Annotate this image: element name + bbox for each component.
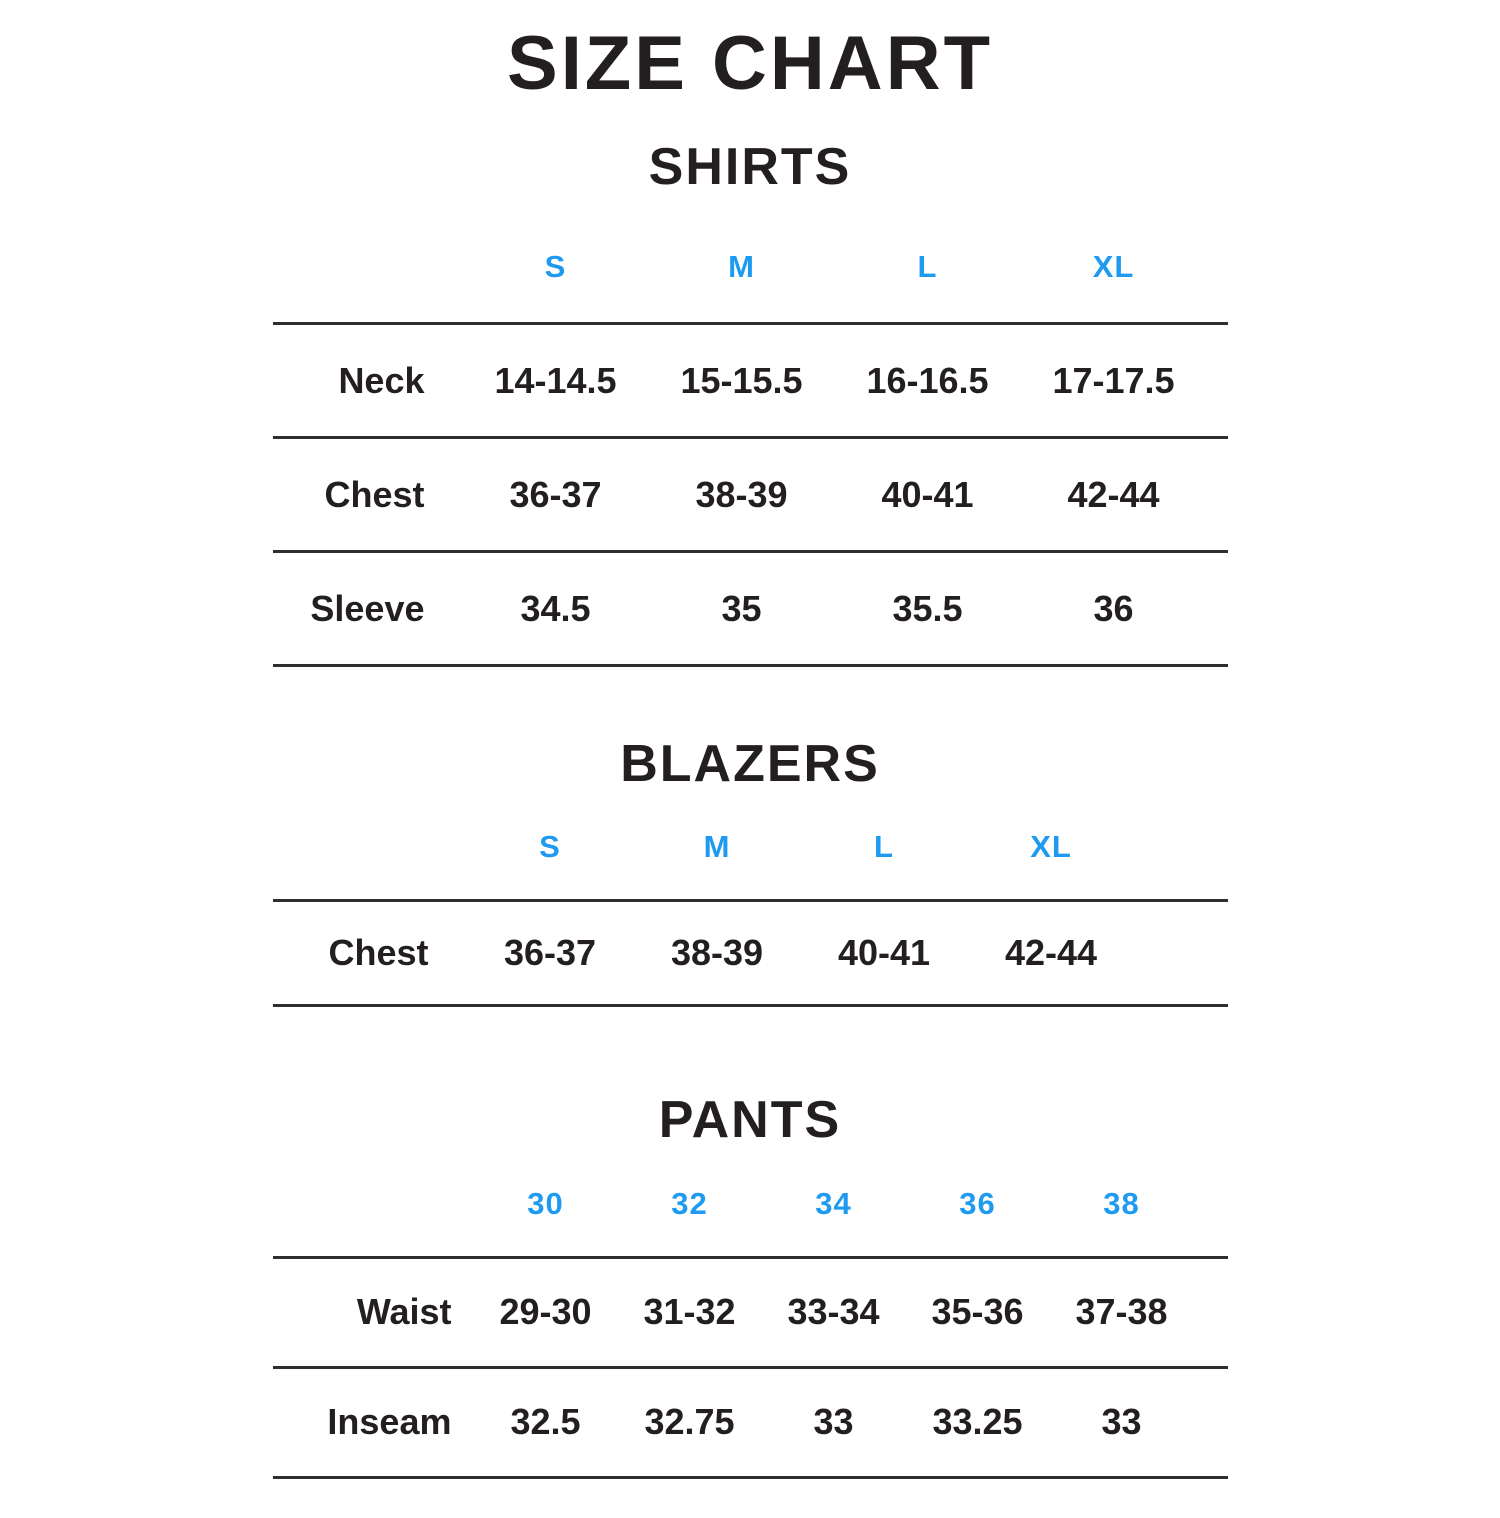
size-value-cell: 31-32: [643, 1291, 736, 1333]
size-value-cell: 35-36: [931, 1291, 1024, 1333]
size-column-header: M: [728, 249, 755, 285]
size-column-header: 36: [959, 1185, 996, 1221]
size-value-cell: 38-39: [670, 931, 764, 973]
row-label: Waist: [356, 1291, 452, 1333]
size-header-row: [273, 213, 1228, 324]
size-table: [273, 1151, 1228, 1479]
size-value-cell: 29-30: [499, 1291, 592, 1333]
size-data-row: [273, 1367, 1228, 1477]
size-section-pants: [273, 1089, 1228, 1479]
header-spacer-cell: [273, 1151, 474, 1257]
spacer-cell: [1135, 900, 1228, 1005]
size-data-row: [273, 900, 1228, 1005]
section-heading: PANTS: [658, 1090, 842, 1149]
size-section-blazers: [273, 733, 1228, 1007]
spacer-cell: [1207, 213, 1228, 324]
size-column-header: XL: [1030, 829, 1072, 865]
size-sections-container: [273, 136, 1228, 1479]
header-spacer-cell: [273, 795, 467, 900]
size-data-row: [273, 1257, 1228, 1367]
size-column-header: L: [917, 249, 938, 285]
size-value-cell: 35: [721, 587, 762, 629]
size-value-cell: 36-37: [503, 931, 597, 973]
size-data-row: [273, 438, 1228, 552]
size-value-cell: 40-41: [881, 473, 974, 515]
size-column-header: 32: [671, 1185, 708, 1221]
spacer-cell: [1207, 552, 1228, 666]
spacer-cell: [1194, 1367, 1228, 1477]
size-chart-page: [273, 18, 1228, 1479]
size-column-header: XL: [1092, 249, 1135, 285]
size-value-cell: 33-34: [787, 1291, 880, 1333]
size-value-cell: 32.5: [510, 1401, 581, 1443]
size-value-cell: 36-37: [509, 473, 602, 515]
page-title: SIZE CHART: [507, 21, 993, 106]
size-value-cell: 38-39: [695, 473, 788, 515]
header-spacer-cell: [273, 213, 463, 324]
spacer-cell: [1207, 438, 1228, 552]
row-label: Chest: [324, 473, 425, 515]
size-column-header: M: [703, 829, 731, 865]
size-section-shirts: [273, 136, 1228, 667]
size-header-row: [273, 1151, 1228, 1257]
size-table: [273, 213, 1228, 668]
row-label: Neck: [338, 359, 425, 401]
size-value-cell: 33.25: [932, 1401, 1023, 1443]
row-label: Sleeve: [310, 587, 425, 629]
size-value-cell: 33: [813, 1401, 854, 1443]
row-label: Inseam: [327, 1401, 452, 1443]
size-column-header: L: [874, 829, 894, 865]
size-data-row: [273, 324, 1228, 438]
size-value-cell: 42-44: [1004, 931, 1098, 973]
size-value-cell: 32.75: [644, 1401, 735, 1443]
section-heading: BLAZERS: [620, 735, 880, 794]
spacer-cell: [1194, 1151, 1228, 1257]
size-value-cell: 42-44: [1067, 473, 1160, 515]
size-value-cell: 15-15.5: [680, 359, 803, 401]
size-header-row: [273, 795, 1228, 900]
size-value-cell: 37-38: [1075, 1291, 1168, 1333]
size-value-cell: 36: [1093, 587, 1134, 629]
spacer-cell: [1194, 1257, 1228, 1367]
spacer-cell: [1135, 795, 1228, 900]
section-heading: SHIRTS: [648, 138, 852, 197]
size-column-header: S: [544, 249, 567, 285]
size-table: [273, 795, 1228, 1007]
size-value-cell: 16-16.5: [866, 359, 989, 401]
spacer-cell: [1207, 324, 1228, 438]
size-column-header: 38: [1103, 1185, 1140, 1221]
size-column-header: 34: [815, 1185, 852, 1221]
size-value-cell: 35.5: [892, 587, 963, 629]
size-value-cell: 40-41: [837, 931, 931, 973]
size-value-cell: 14-14.5: [494, 359, 617, 401]
size-value-cell: 34.5: [520, 587, 591, 629]
size-value-cell: 33: [1101, 1401, 1142, 1443]
size-value-cell: 17-17.5: [1052, 359, 1175, 401]
size-column-header: S: [539, 829, 561, 865]
size-column-header: 30: [527, 1185, 564, 1221]
size-data-row: [273, 552, 1228, 666]
row-label: Chest: [328, 931, 429, 973]
